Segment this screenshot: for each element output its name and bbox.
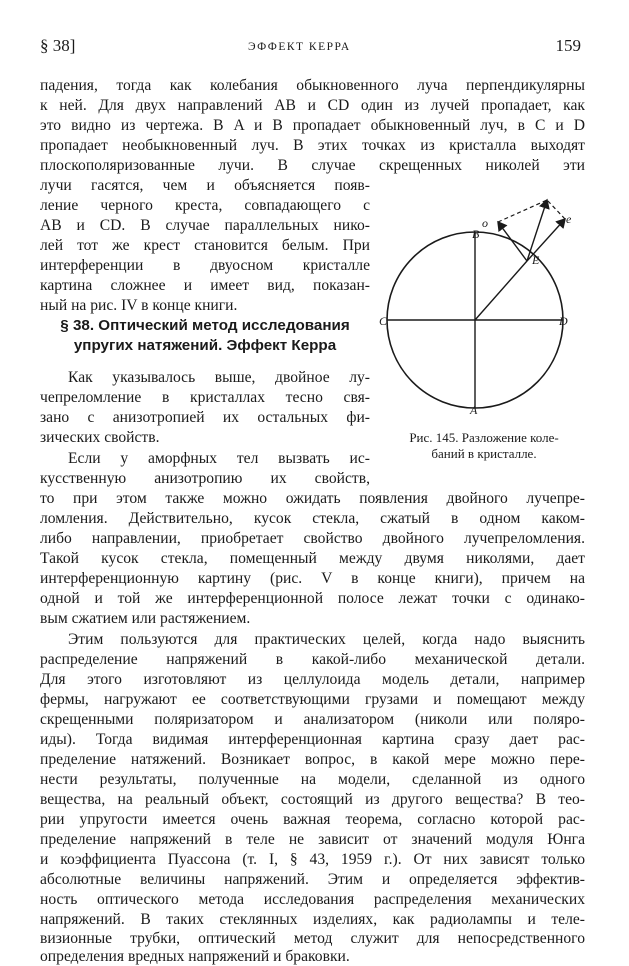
text-line: то при этом также можно ожидать появления двойного лучепре-: [40, 490, 585, 507]
text-line: нести результаты, полученные на модели, сделанной из одного: [40, 771, 585, 788]
label-d: D: [559, 314, 568, 328]
label-b: B: [472, 227, 480, 241]
text-line: ление черного креста, совпадающего с: [40, 197, 370, 214]
text-line: Этим пользуются для практических целей, когда надо выяснить: [68, 631, 585, 648]
text-line: кусственную анизотропию их свойств,: [40, 470, 370, 487]
text-line: пропадает необыкновенный луч. В этих точках из кристалла выходят: [40, 137, 585, 154]
text-line: Как указывалось выше, двойное лу-: [68, 369, 370, 386]
text-line: пределение натяжений. Возникает вопрос, в какой мере можно пере-: [40, 751, 585, 768]
text-line: картина сложнее и имеет вид, показан-: [40, 277, 370, 294]
running-header-title: ЭФФЕКТ КЕРРА: [248, 41, 351, 53]
ordinary-ray-arrow: [498, 222, 527, 261]
text-line: Такой кусок стекла, помещенный между двумя николями, дает: [40, 550, 585, 567]
text-line: ность оптического метода исследования распределения механических: [40, 891, 585, 908]
label-c: C: [379, 314, 388, 328]
text-line: лучи гасятся, чем и объясняется появ-: [40, 177, 370, 194]
text-line: AB и CD. В случае параллельных нико-: [40, 217, 370, 234]
text-line: ломления. Действительно, кусок стекла, сжатый в одном каком-: [40, 510, 585, 527]
text-line: и коэффициента Пуассона (т. I, § 43, 1959 г.). От них зависят только: [40, 851, 585, 868]
dashed-projection: [547, 200, 565, 219]
text-line: чепреломление в кристаллах тесно свя-: [40, 389, 370, 406]
label-e-point: E: [532, 253, 540, 267]
label-o: o: [482, 216, 488, 230]
page-number: 159: [555, 36, 581, 55]
text-line: пределение напряжений в теле не зависит от значений модуля Юнга: [40, 831, 585, 848]
text-line: одной и той же интерференционной полосе лежат точки с одинако-: [40, 590, 585, 607]
section-heading-line: § 38. Оптический метод исследования: [60, 317, 350, 334]
text-line: рии упругости имеется очень важная теорема, согласно которой рас-: [40, 811, 585, 828]
text-line: фермы, нагружают ее соответствующими грузами и помещают между: [40, 691, 585, 708]
text-line: плоскополяризованные лучи. В случае скрещенных николей эти: [40, 157, 585, 174]
figure-caption-line: баний в кристалле.: [431, 446, 537, 461]
running-header-section: § 38]: [40, 36, 76, 55]
text-line: Для этого изготовляют из целлулоида модель детали, например: [40, 671, 585, 688]
text-line: вым сжатием или растяжением.: [40, 610, 251, 627]
text-line: вещества, на реальный объект, состоящий из другого вещества? В тео-: [40, 791, 585, 808]
text-line: зано с анизотропией их остальных фи-: [40, 409, 370, 426]
text-line: к ней. Для двух направлений AB и CD один из лучей пропадает, как: [40, 97, 585, 114]
text-line: интерференции в двуосном кристалле: [40, 257, 370, 274]
text-line: напряжений. В таких стеклянных изделиях, как радиолампы и теле-: [40, 911, 585, 928]
section-heading-line: упругих натяжений. Эффект Керра: [73, 337, 337, 354]
text-line: зических свойств.: [40, 429, 160, 446]
resultant-arrow: [527, 200, 547, 261]
label-e: e: [566, 212, 572, 226]
text-line: падения, тогда как колебания обыкновенного луча перпендикулярны: [40, 77, 585, 94]
text-line: лей тот же крест становится белым. При: [40, 237, 370, 254]
text-line: распределение напряжений в какой-либо механической детали.: [40, 651, 585, 668]
text-line: ный на рис. IV в конце книги.: [40, 297, 238, 314]
text-line: интерференционную картину (рис. V в конце книги), причем на: [40, 570, 585, 587]
label-a: A: [470, 403, 478, 417]
text-line: либо направлении, приобретает свойство двойного лучепреломления.: [40, 530, 585, 547]
dashed-projection: [498, 200, 547, 222]
text-line: визионные трубки, оптический метод служит для непосредственного: [40, 930, 585, 947]
text-line: иды). Тогда видимая интерференционная картина сразу дает рас-: [40, 731, 585, 748]
figure-crystal-oscillation-diagram: [375, 196, 595, 426]
text-line: скрещенными поляризатором и анализатором (николи или поляро-: [40, 711, 585, 728]
text-line: Если у аморфных тел вызвать ис-: [68, 450, 370, 467]
text-line: абсолютные величины напряжений. Этим и определяется эффектив-: [40, 871, 585, 888]
radius-oe: [475, 261, 527, 320]
text-line: определения вредных напряжений и браковки.: [40, 948, 350, 965]
text-line: это видно из чертежа. В A и B пропадает обыкновенный луч, в C и D: [40, 117, 585, 134]
figure-caption-line: Рис. 145. Разложение коле-: [409, 430, 559, 445]
